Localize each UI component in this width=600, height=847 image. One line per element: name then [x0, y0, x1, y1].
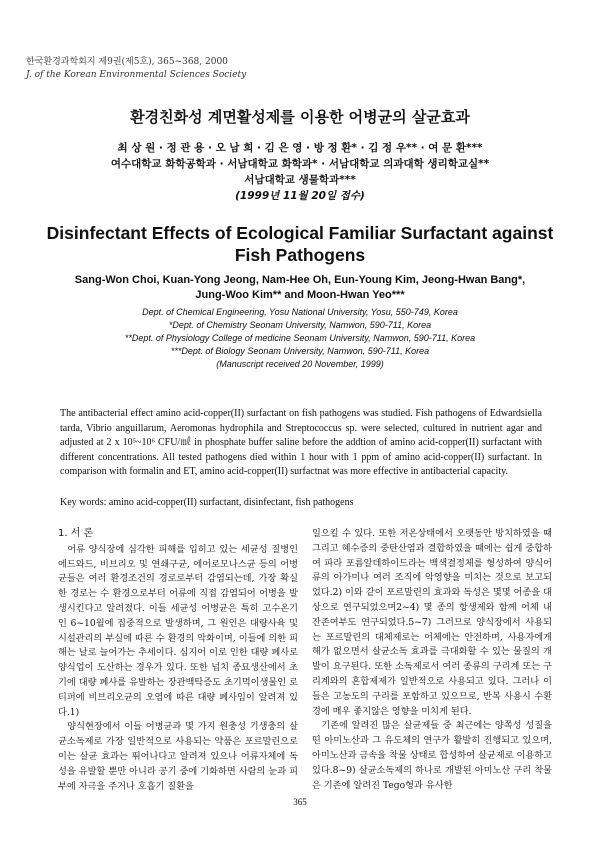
- english-title-line-2: Fish Pathogens: [234, 245, 366, 265]
- english-title: [0, 222, 600, 266]
- journal-name-en: J. of the Korean Environmental Sciences Society: [26, 70, 247, 80]
- paragraph: 일으킬 수 있다. 또한 저온상태에서 오랫동안 방치하였을 때 그리고 혜수증의 중탄산염과 결합하였을 때에는 쉽게 중합하여 파라 포름알데하이드라는 백색결정체를 형성하여 양식어류의 아가미나 여러 조직에 악영향을 미치는 것으로 보고되었다.2) 이와 같이 포르말린의 효과와 독성은 몇몇 어종을 대상으로 연구되었으며2~4) 몇 종의 항생제와 함께 어체 내 잔존여부도 연구되었다.5~7) 그러므로 양식장에서 사용되는 포르말린의 대체제로는 어체에는 안전하며, 사용자에게 해가 없으면서 살균소독 효과를 극대화할 수 있는 물질의 개발이 요구된다. 또한 소독제로서 여러 종류의 구리계 또는 구리계와의 혼합제제가 일반적으로 사용되고 있다. 그러나 이들은 고농도의 구리를 포함하고 있으므로, 반복 사용시 수환경에 매우 좋지않은 영향을 미치게 된다.: [312, 528, 552, 717]
- manuscript-received: (Manuscript received 20 November, 1999): [216, 359, 384, 369]
- paragraph: 어류 양식장에 심각한 피해를 입히고 있는 세균성 질병인 에드와드, 비브리오 및 연쇄구균, 에어로모나스균 등의 어병균들은 여러 환경조건의 경로로부터 감염되는데, 가장 확실한 경로는 수 환경으로부터 어류에 직접 감염되어 어병을 발생시킨다고 알려졌다. 이들 세균성 어병균은 특히 고수온기인 6~10월에 집중적으로 발생하며, 그 원인은 대량사육 및 시설관리의 부실에 따른 수 환경의 악화이며, 이들에 의한 피해는 날로 늘어가는 추세이다. 심지어 이로 인한 대량 폐사로 양식업이 도산하는 경우가 있다. 또한 넙치 종묘생산에서 초기에 대량 폐사를 유발하는 장관백탁증도 초기먹이생물인 로티퍼에 비브리오균의 오염에 따른 대량 폐사임이 알려져 있다.1): [58, 543, 298, 718]
- english-affiliations: [0, 306, 600, 371]
- keywords: Key words: amino acid-copper(II) surfactant, disinfectant, fish pathogens: [60, 497, 354, 508]
- english-authors-line-1: Sang-Won Choi, Kuan-Yong Jeong, Nam-Hee Oh, Eun-Young Kim, Jeong-Hwan Bang*,: [74, 274, 526, 286]
- affiliation-line: Dept. of Chemical Engineering, Yosu National University, Yosu, 550-749, Korea: [142, 307, 458, 317]
- korean-author-names: 최 상 원 · 정 관 용 · 오 남 희 · 김 은 영 · 방 정 환* · 김 정 우** · 여 문 환***: [117, 142, 483, 154]
- abstract: The antibacterial effect amino acid-copper(II) surfactant on fish pathogens was studied. Fish pathogens of Edwardsiella tarda, Vibrio anguillarum, Aeromonas hydrophila and Streptococcus sp. were selected, cultured in nutrient agar and adjusted at 2 x 10⁵~10⁶ CFU/㎖ in phosphate buffer saline before the addtion of amino acid-copper(II) surfactant with different concentrations. All tested pathogens died within 1 hour with 1 ppm of amino acid-copper(II) surfactant. In comparison with formalin and ET, amino acid-copper(II) surfactnat was more effective in antibacterial capacity.: [60, 408, 542, 478]
- journal-name-kr: 한국환경과학회지 제9권(제5호), 365~368, 2000: [26, 57, 228, 67]
- korean-affiliation-1: 여수대학교 화학공학과 · 서남대학교 화학과* · 서남대학교 의과대학 생리학교실**: [110, 158, 490, 170]
- korean-affiliation-2: 서남대학교 생물학과***: [244, 174, 356, 186]
- english-authors: [40, 273, 560, 303]
- section-heading: 1. 서 론: [58, 528, 94, 539]
- page-number: 365: [293, 797, 307, 807]
- affiliation-line: ***Dept. of Biology Seonam University, Namwon, 590-711, Korea: [170, 346, 430, 356]
- body-column-left: [58, 527, 298, 794]
- affiliation-line: *Dept. of Chemistry Seonam University, Namwon, 590-711, Korea: [168, 320, 432, 330]
- english-title-line-1: Disinfectant Effects of Ecological Familiar Surfactant against: [46, 223, 554, 243]
- journal-header: [26, 56, 246, 82]
- korean-received-date: (1999년 11월 20일 접수): [235, 190, 365, 202]
- paragraph: 양식현장에서 이들 어병균과 몇 가지 원충성 기생충의 살균소독제로 가장 일반적으로 사용되는 약품은 포르말린으로 이는 살균 효과는 뛰어나다고 알려져 있으나 어류자체에 독성을 유발할 뿐만 아니라 공기 중에 기화하면 사람의 눈과 피부에 자극을 주거나 호흡기 질환을: [58, 721, 298, 792]
- affiliation-line: **Dept. of Physiology College of medicine Seonam University, Namwon, 590-711, Korea: [124, 333, 476, 343]
- korean-authors-block: [0, 140, 600, 204]
- paragraph: 기존에 알려진 많은 살균제들 중 최근에는 양쪽성 성질을 띤 아미노산과 그 유도체의 연구가 활발히 진행되고 있으며, 아미노산과 금속을 착물 상태로 합성하여 살균제로 이용하고 있다.8~9) 살균소독제의 하나로 개발된 아미노산 구리 착물은 기존에 알려진 Tego형과 유사한: [312, 720, 552, 791]
- english-authors-line-2: Jung-Woo Kim** and Moon-Hwan Yeo***: [195, 289, 405, 301]
- korean-title: 환경친화성 계면활성제를 이용한 어병균의 살균효과: [130, 108, 470, 126]
- body-column-right: [312, 527, 552, 793]
